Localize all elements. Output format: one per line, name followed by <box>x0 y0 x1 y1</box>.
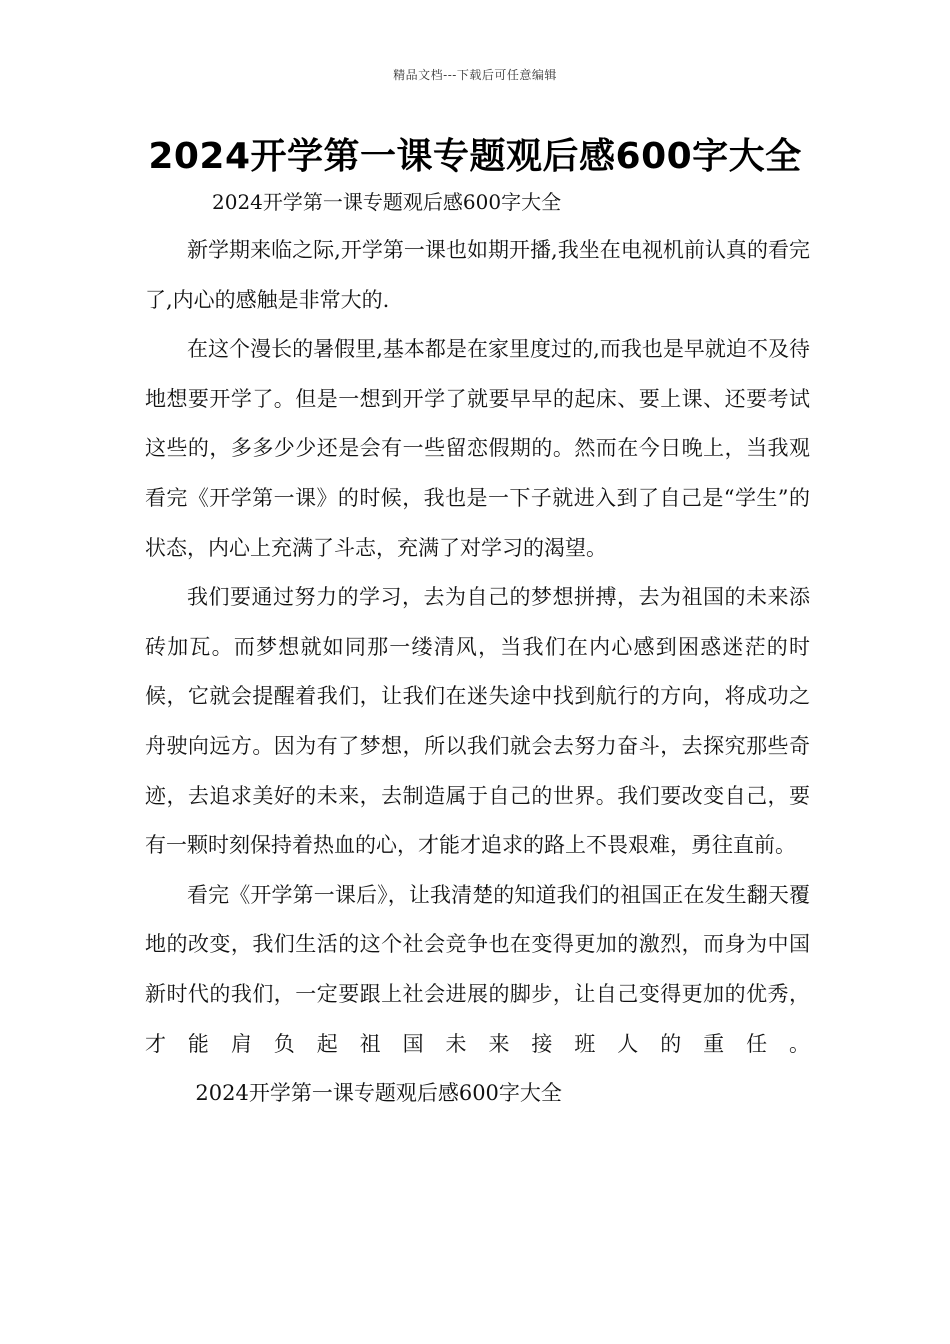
tail-reference: 2024开学第一课专题观后感600字大全 <box>195 1081 562 1106</box>
paragraph-3: 我们要通过努力的学习，去为自己的梦想拼搏，去为祖国的未来添砖加瓦。而梦想就如同那一缕清风，当我们在内心感到困惑迷茫的时候，它就会提醒着我们，让我们在迷失途中找到航行的方向，将成功之舟驶向远方。因为有了梦想，所以我们就会去努力奋斗，去探究那些奇迹，去追求美好的未来，去制造属于自己的世界。我们要改变自己，要有一颗时刻保持着热血的心，才能才追求的路上不畏艰难，勇往直前。 <box>145 585 810 858</box>
paragraph-4-text: 看完《开学第一课后》，让我清楚的知道我们的祖国正在发生翻天覆地的改变，我们生活的这个社会竞争也在变得更加的激烈，而身为中国新时代的我们，一定要跟上社会进展的脚步，让自己变得更加的优秀，才能肩负起祖国未来接班人的重任。 <box>145 882 810 1056</box>
document-title: 2024开学第一课专题观后感600字大全 <box>148 136 802 177</box>
document-body <box>145 226 810 1119</box>
paragraph-1: 新学期来临之际,开学第一课也如期开播,我坐在电视机前认真的看完了,内心的感触是非常大的. <box>145 238 810 312</box>
header-note: 精品文档---下载后可任意编辑 <box>393 68 557 82</box>
document-subtitle: 2024开学第一课专题观后感600字大全 <box>212 190 562 214</box>
paragraph-2: 在这个漫长的暑假里,基本都是在家里度过的,而我也是早就迫不及待地想要开学了。但是一想到开学了就要早早的起床、要上课、还要考试这些的，多多少少还是会有一些留恋假期的。然而在今日晚上，当我观看完《开学第一课》的时候，我也是一下子就进入到了自己是“学生”的状态，内心上充满了斗志，充满了对学习的渴望。 <box>145 337 810 560</box>
paragraph-4 <box>145 871 810 1119</box>
